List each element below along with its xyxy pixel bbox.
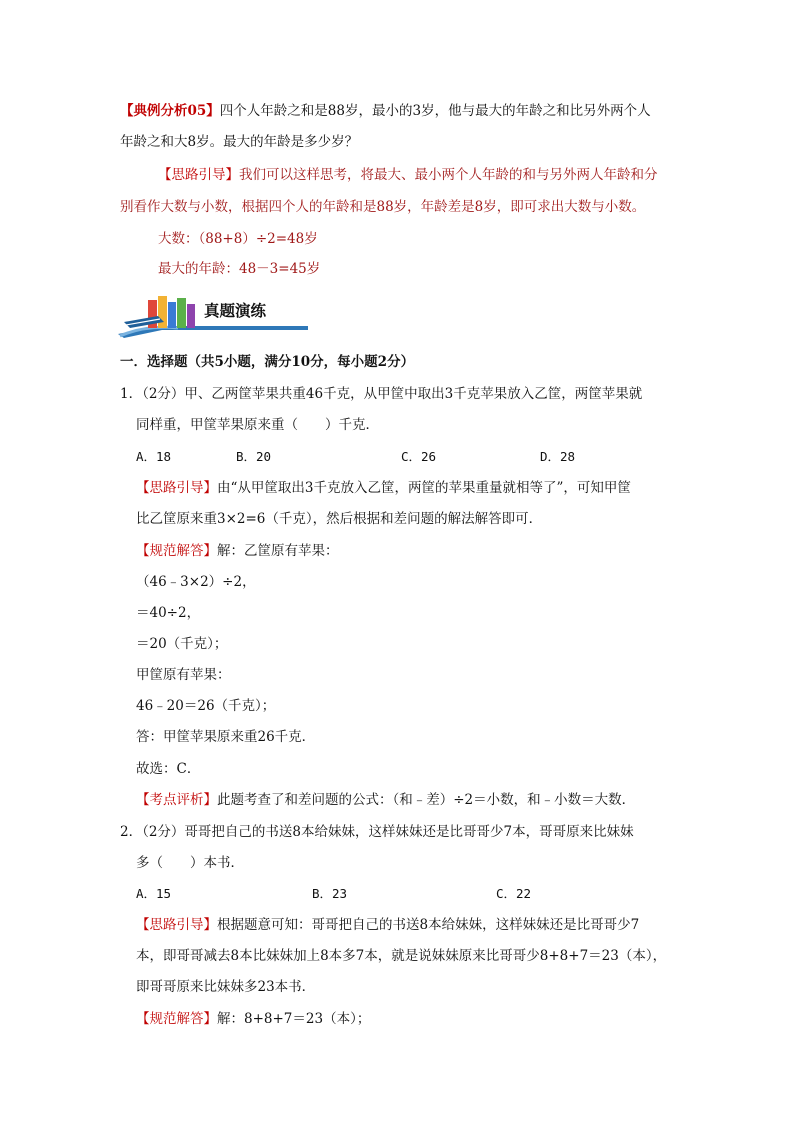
- example-hint-tag: 【思路引导】: [158, 167, 239, 183]
- q2-stem-line2: 多（ ）本书．: [136, 855, 244, 871]
- q1-step: 甲筐原有苹果：: [136, 667, 231, 683]
- q1-hint-line1: [136, 479, 631, 497]
- example-hint-line1: [158, 166, 658, 184]
- q1-hint-text: 由“从甲筐取出3千克放入乙筐，两筐的苹果重量就相等了”，可知甲筐: [217, 480, 631, 496]
- q2-hint-text: 根据题意可知：哥哥把自己的书送8本给妹妹，这样妹妹还是比哥哥少7: [217, 917, 640, 933]
- example-hint-line2: 别看作大数与小数，根据四个人的年龄和是88岁，年龄差是8岁，即可求出大数与小数。: [120, 199, 646, 215]
- q1-stem-line1: 1．（2分）甲、乙两筐苹果共重46千克，从甲筐中取出3千克苹果放入乙筐，两筐苹果就: [120, 386, 643, 402]
- q1-stem-line2: 同样重，甲筐苹果原来重（ ）千克．: [136, 417, 379, 433]
- q2-hint-line1: [136, 916, 639, 934]
- q2-option-a: A．15: [136, 886, 172, 901]
- q1-option-b: B．20: [236, 449, 272, 464]
- q1-option-c: C．26: [401, 449, 437, 464]
- example-calc-line1: 大数：（88+8）÷2=48岁: [158, 231, 318, 247]
- q2-hint-tag: 【思路引导】: [136, 917, 217, 933]
- q1-step: 46﹣20＝26（千克）；: [136, 698, 276, 714]
- q1-answer-line: [136, 542, 339, 560]
- q1-hint-line2: 比乙筐原来重3×2=6（千克），然后根据和差问题的解法解答即可．: [136, 511, 543, 527]
- q1-hint-tag: 【思路引导】: [136, 480, 217, 496]
- example-hint-text: 我们可以这样思考，将最大、最小两个人年龄的和与另外两人年龄和分: [239, 167, 658, 183]
- q1-option-d: D．28: [540, 449, 576, 464]
- q1-review-line: [136, 791, 635, 809]
- q1-answer-tag: 【规范解答】: [136, 543, 217, 559]
- q2-option-b: B．23: [312, 886, 348, 901]
- q1-step: （46﹣3×2）÷2，: [136, 574, 256, 590]
- example-calc-line2: 最大的年龄：48－3=45岁: [158, 261, 321, 277]
- q1-review-text: 此题考查了和差问题的公式：（和﹣差）÷2＝小数，和﹣小数＝大数．: [217, 792, 636, 808]
- q2-hint-line2: 本，即哥哥减去8本比妹妹加上8本多7本，就是说妹妹原来比哥哥少8+8+7＝23（本），: [136, 948, 667, 964]
- q1-step: ＝20（千克）；: [136, 636, 228, 652]
- section-banner-title: 真题演练: [204, 302, 267, 320]
- q2-answer-tag: 【规范解答】: [136, 1011, 217, 1027]
- example-text-1: 四个人年龄之和是88岁，最小的3岁，他与最大的年龄之和比另外两个人: [219, 103, 651, 119]
- q1-step: ＝40÷2，: [136, 605, 201, 621]
- example-problem-line1: [120, 102, 651, 120]
- q2-stem-line1: 2．（2分）哥哥把自己的书送8本给妹妹，这样妹妹还是比哥哥少7本，哥哥原来比妹妹: [120, 824, 634, 840]
- example-problem-line2: 年龄之和大8岁。最大的年龄是多少岁？: [120, 134, 359, 150]
- q1-step: 故选：C．: [136, 761, 201, 777]
- q1-option-a: A．18: [136, 449, 172, 464]
- section-heading: 一．选择题（共5小题，满分10分，每小题2分）: [120, 354, 415, 370]
- q2-answer-lead: 解：8+8+7＝23（本）；: [217, 1011, 371, 1027]
- q2-answer-line: [136, 1010, 370, 1028]
- q2-option-c: C．22: [496, 886, 532, 901]
- example-tag: 【典例分析05】: [120, 103, 220, 119]
- q1-review-tag: 【考点评析】: [136, 792, 217, 808]
- q2-hint-line3: 即哥哥原来比妹妹多23本书．: [136, 979, 316, 995]
- q1-step: 答：甲筐苹果原来重26千克．: [136, 729, 316, 745]
- q1-answer-lead: 解：乙筐原有苹果：: [217, 543, 339, 559]
